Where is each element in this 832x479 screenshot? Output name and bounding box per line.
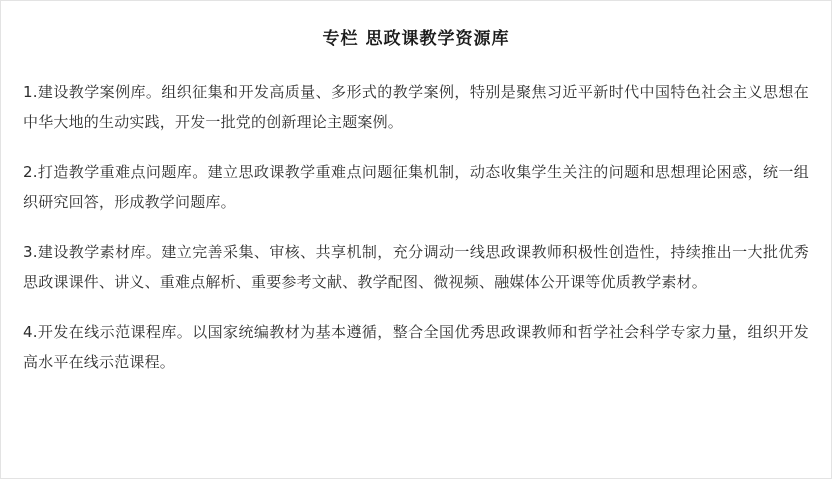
document-body — [1, 77, 831, 377]
page-title: 专栏 思政课教学资源库 — [322, 29, 510, 49]
paragraph-1: 1.建设教学案例库。组织征集和开发高质量、多形式的教学案例，特别是聚焦习近平新时代中国特色社会主义思想在中华大地的生动实践，开发一批党的创新理论主题案例。 — [23, 83, 809, 132]
paragraph-2: 2.打造教学重难点问题库。建立思政课教学重难点问题征集机制，动态收集学生关注的问题和思想理论困惑，统一组织研究回答，形成教学问题库。 — [23, 163, 809, 212]
paragraph-4: 4.开发在线示范课程库。以国家统编教材为基本遵循，整合全国优秀思政课教师和哲学社会科学专家力量，组织开发高水平在线示范课程。 — [23, 323, 809, 372]
paragraph-3: 3.建设教学素材库。建立完善采集、审核、共享机制，充分调动一线思政课教师积极性创造性，持续推出一大批优秀思政课课件、讲义、重难点解析、重要参考文献、教学配图、微视频、融媒体公开课等优质教学素材。 — [23, 243, 809, 292]
